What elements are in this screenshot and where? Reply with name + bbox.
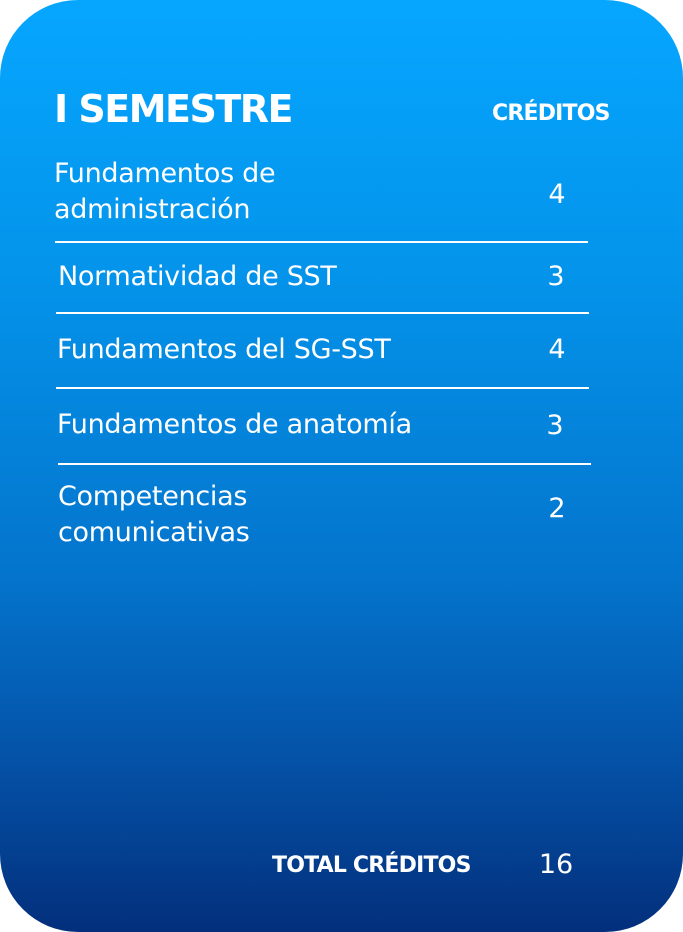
course-credits: 2 (548, 493, 566, 524)
total-credits-value: 16 (538, 849, 574, 880)
row-divider (56, 312, 589, 314)
course-name: Normatividad de SST (58, 261, 337, 292)
course-name-line: administración (54, 194, 251, 225)
row-divider (56, 387, 589, 389)
credits-column-header: CRÉDITOS (492, 101, 610, 126)
course-credits: 4 (548, 334, 566, 365)
total-credits-label: TOTAL CRÉDITOS (272, 853, 471, 878)
row-divider (58, 463, 591, 465)
course-name-line: Fundamentos de (54, 158, 276, 189)
course-credits: 4 (548, 179, 566, 210)
course-name: Fundamentos de anatomía (57, 409, 412, 440)
course-name: Fundamentos del SG-SST (57, 334, 391, 365)
semester-title: I SEMESTRE (54, 87, 292, 131)
course-name-line: comunicativas (58, 517, 250, 548)
course-credits: 3 (547, 261, 565, 292)
course-credits: 3 (546, 410, 564, 441)
course-name-line: Competencias (58, 481, 248, 512)
row-divider (55, 241, 588, 243)
